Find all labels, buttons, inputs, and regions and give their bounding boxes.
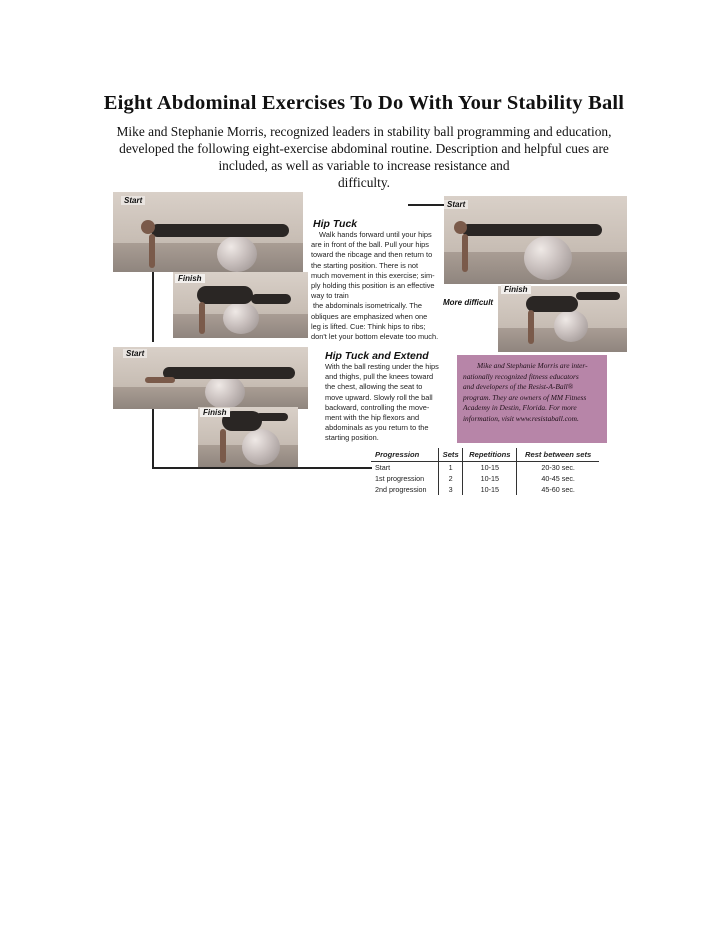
table-cell: 3 xyxy=(438,484,462,495)
stability-ball xyxy=(554,310,588,342)
connector-line xyxy=(152,467,372,469)
description-line: toward the ribcage and then return to xyxy=(311,250,433,260)
athlete-arm xyxy=(149,234,155,268)
intro-line: included, as well as variable to increase resistance and xyxy=(218,158,510,173)
table-row xyxy=(371,473,599,484)
description-line: ply holding this position is an effective xyxy=(311,281,435,291)
description-line: the abdominals isometrically. The xyxy=(313,301,422,311)
table-cell: 2 xyxy=(438,473,462,484)
table-header-row xyxy=(371,448,599,462)
hip-tuck-title: Hip Tuck xyxy=(313,218,358,230)
stability-ball xyxy=(205,375,245,409)
start-label: Start xyxy=(444,200,468,209)
table-cell: 2nd progression xyxy=(375,485,427,494)
finish-label: Finish xyxy=(501,285,531,294)
athlete-figure xyxy=(163,367,295,379)
more-difficult-finish-photo xyxy=(498,286,627,352)
more-difficult-label: More difficult xyxy=(440,298,496,307)
description-line: way to train xyxy=(311,291,349,301)
description-line: don't let your bottom elevate too much. xyxy=(311,332,439,342)
bio-line: Academy in Destin, Florida. For more xyxy=(463,403,577,413)
athlete-figure xyxy=(526,296,578,312)
description-line: and thighs, pull the knees toward xyxy=(325,372,434,382)
intro-line: developed the following eight-exercise abdominal routine. Description and helpful cues are xyxy=(119,141,609,156)
intro-paragraph xyxy=(88,123,640,191)
column-header: Sets xyxy=(438,448,462,462)
athlete-arm xyxy=(145,377,175,383)
table-cell: 45-60 sec. xyxy=(517,484,599,495)
hip-tuck-description xyxy=(311,230,438,342)
column-header: Repetitions xyxy=(463,448,517,462)
description-line: obliques are emphasized when one xyxy=(311,311,428,321)
bio-line: Mike and Stephanie Morris are inter- xyxy=(477,361,588,370)
athlete-arm xyxy=(528,310,534,344)
table-cell: 40-45 sec. xyxy=(517,473,599,484)
athlete-head xyxy=(141,220,155,234)
document-title: Eight Abdominal Exercises To Do With Your Stability Ball xyxy=(103,92,625,114)
floor-shape xyxy=(113,243,303,272)
connector-line xyxy=(408,204,444,206)
stability-ball xyxy=(524,236,572,280)
progression-table xyxy=(371,448,599,495)
athlete-figure xyxy=(462,224,602,236)
description-line: move upward. Slowly roll the ball xyxy=(325,392,433,402)
finish-label: Finish xyxy=(175,274,205,283)
description-line: starting position. xyxy=(325,433,379,443)
athlete-legs xyxy=(256,413,288,421)
bio-line: nationally recognized fitness educators xyxy=(463,371,579,381)
table-cell: 20-30 sec. xyxy=(517,462,599,474)
athlete-legs xyxy=(251,294,291,304)
column-header: Rest between sets xyxy=(517,448,599,462)
stability-ball xyxy=(223,302,259,334)
athlete-legs xyxy=(576,292,620,300)
description-line: are in front of the ball. Pull your hips xyxy=(311,240,429,250)
author-bio-text xyxy=(463,361,603,425)
table-row xyxy=(371,484,599,495)
description-line: leg is lifted. Cue: Think hips to ribs; xyxy=(311,321,426,331)
more-difficult-start-photo xyxy=(444,196,627,284)
start-label: Start xyxy=(123,349,147,358)
table-row xyxy=(371,462,599,474)
athlete-arm xyxy=(220,429,226,463)
table-cell: Start xyxy=(375,463,391,472)
description-line: abdominals as you return to the xyxy=(325,423,429,433)
athlete-figure xyxy=(197,286,253,304)
description-line: the chest, allowing the seat to xyxy=(325,382,423,392)
description-line: the starting position. There is not xyxy=(311,260,419,270)
author-bio-box xyxy=(457,355,607,443)
table-cell: 10-15 xyxy=(463,473,517,484)
description-line: much movement in this exercise; sim- xyxy=(311,270,435,280)
athlete-figure xyxy=(151,224,289,237)
athlete-arm xyxy=(199,302,205,334)
bio-line: information, visit www.resistaball.com. xyxy=(463,413,579,423)
finish-label: Finish xyxy=(200,408,230,417)
description-line: With the ball resting under the hips xyxy=(325,362,439,371)
bio-line: program. They are owners of MM Fitness xyxy=(463,392,587,402)
athlete-head xyxy=(454,221,467,234)
start-label: Start xyxy=(121,196,145,205)
stability-ball xyxy=(242,429,280,465)
table-cell: 10-15 xyxy=(463,462,517,474)
hip-tuck-extend-title: Hip Tuck and Extend xyxy=(325,350,429,362)
description-line: ment with the hip flexors and xyxy=(325,413,420,423)
table-cell: 1st progression xyxy=(375,474,425,483)
intro-line: difficulty. xyxy=(337,175,391,190)
athlete-arm xyxy=(462,234,468,272)
column-header: Progression xyxy=(371,448,438,462)
table-cell: 10-15 xyxy=(463,484,517,495)
bio-line: and developers of the Resist-A-Ball® xyxy=(463,382,574,392)
exercise-figure xyxy=(113,192,627,500)
table-cell: 1 xyxy=(438,462,462,474)
stability-ball xyxy=(217,236,257,272)
hip-tuck-extend-description xyxy=(325,362,439,444)
description-line: Walk hands forward until your hips xyxy=(319,230,432,239)
description-line: backward, controlling the move- xyxy=(325,402,430,412)
intro-line: Mike and Stephanie Morris, recognized leaders in stability ball programming and education, xyxy=(116,124,612,139)
